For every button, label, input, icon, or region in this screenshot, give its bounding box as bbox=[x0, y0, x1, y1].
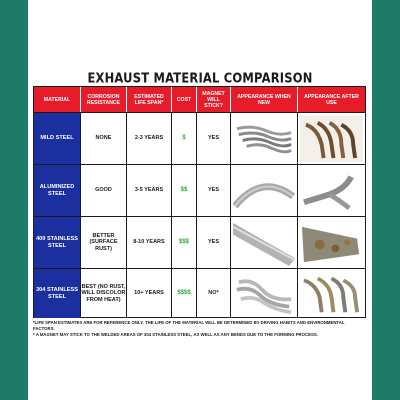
header-cost: COST bbox=[172, 87, 197, 112]
straight-pipe-new-photo bbox=[231, 217, 298, 268]
table-row bbox=[34, 164, 365, 216]
corrosion-cell: GOOD bbox=[81, 165, 127, 216]
magnet-cell: YES bbox=[197, 113, 231, 164]
chart-title: EXHAUST MATERIAL COMPARISON bbox=[87, 69, 313, 87]
corrosion-cell: BETTER (SURFACE RUST) bbox=[81, 217, 127, 268]
bent-pipe-new-photo bbox=[231, 165, 298, 216]
corrosion-cell: BEST (NO RUST, WILL DISCOLOR FROM HEAT) bbox=[81, 269, 127, 318]
stainless-headers-new-photo bbox=[231, 269, 298, 318]
right-border bbox=[372, 0, 400, 400]
table-row bbox=[34, 216, 365, 268]
header-magnet: MAGNET WILL STICK? bbox=[197, 87, 231, 112]
header-appearance-used: APPEARANCE AFTER USE bbox=[304, 93, 359, 106]
cost-cell: $$$$ bbox=[172, 269, 197, 318]
table-header bbox=[34, 87, 365, 112]
life-span-cell: 8-10 YEARS bbox=[127, 217, 172, 268]
bent-pipe-used-photo bbox=[298, 165, 365, 216]
life-span-cell: 2-3 YEARS bbox=[127, 113, 172, 164]
stainless-headers-used-photo bbox=[298, 269, 365, 318]
header-pipes-rusted-photo bbox=[298, 113, 365, 164]
header-corrosion: CORROSION RESISTANCE bbox=[81, 87, 127, 112]
comparison-sheet bbox=[28, 0, 372, 400]
header-pipes-new-photo bbox=[231, 113, 298, 164]
cost-cell: $$ bbox=[172, 165, 197, 216]
table-row bbox=[34, 112, 365, 164]
left-border bbox=[0, 0, 28, 400]
cost-cell: $$$ bbox=[172, 217, 197, 268]
straight-pipe-surface-rust-photo bbox=[298, 217, 365, 268]
footnotes bbox=[33, 320, 366, 338]
life-span-cell: 10+ YEARS bbox=[127, 269, 172, 318]
material-cell: 409 STAINLESS STEEL bbox=[34, 217, 81, 268]
footnote-magnet: * A MAGNET MAY STICK TO THE WELDED AREAS OF 304 STAINLESS STEEL, AS WELL AS ANY BENDS DUE TO THE FORMING PROCESS. bbox=[33, 332, 318, 337]
comparison-table bbox=[33, 86, 366, 318]
magnet-cell: NO* bbox=[197, 269, 231, 318]
magnet-cell: YES bbox=[197, 165, 231, 216]
material-cell: MILD STEEL bbox=[34, 113, 81, 164]
life-span-cell: 3-5 YEARS bbox=[127, 165, 172, 216]
material-cell: ALUMINIZED STEEL bbox=[34, 165, 81, 216]
corrosion-cell: NONE bbox=[81, 113, 127, 164]
header-material: MATERIAL bbox=[34, 87, 81, 112]
table-row bbox=[34, 268, 365, 318]
header-appearance-new: APPEARANCE WHEN NEW bbox=[231, 87, 298, 112]
cost-cell: $ bbox=[172, 113, 197, 164]
header-life-span: ESTIMATED LIFE SPAN* bbox=[127, 87, 172, 112]
footnote-life-span: *LIFE SPAN ESTIMATES ARE FOR REFERENCE ONLY. THE LIFE OF THE MATERIAL WILL BE DETERMINED BY DRIVING HABITS AND ENVIRONMENTAL FACTORS. bbox=[33, 320, 345, 331]
magnet-cell: YES bbox=[197, 217, 231, 268]
material-cell: 304 STAINLESS STEEL bbox=[34, 269, 81, 318]
